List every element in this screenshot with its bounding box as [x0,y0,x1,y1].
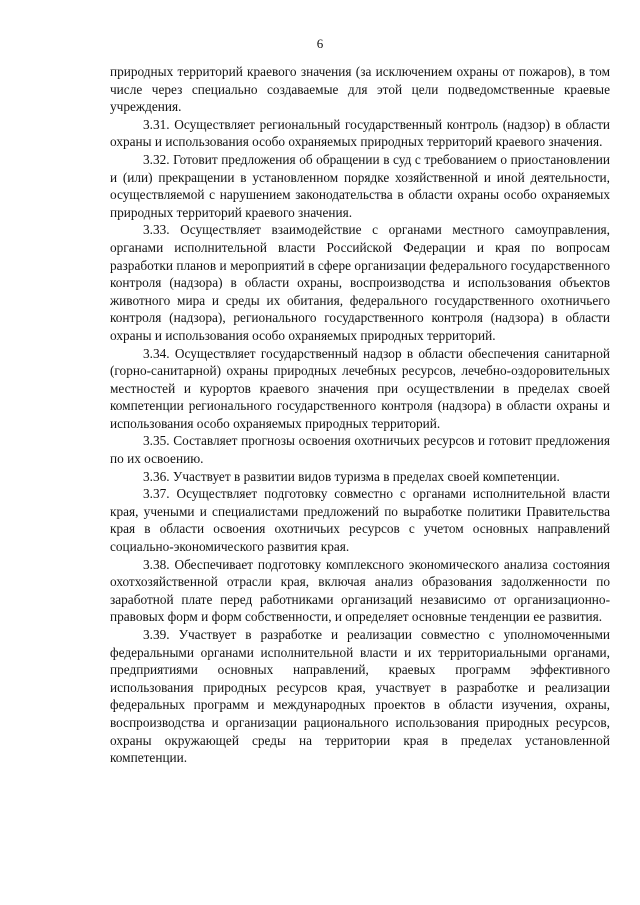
paragraph-3-33: 3.33. Осуществляет взаимодействие с органами местного самоуправления, органами исполнительной власти Российской Федерации и края по вопросам разработки планов и мероприятий в сфере организации федерального государственного контроля (надзора) в области охраны, воспроизводства и использования объектов животного мира и среды их обитания, федерального государственного охотничьего контроля (надзора), регионального государственного контроля (надзора) в области охраны и использования особо охраняемых природных территорий. [110,222,610,343]
page-number: 6 [316,36,324,51]
paragraph-3-35: 3.35. Составляет прогнозы освоения охотничьих ресурсов и готовит предложения по их освоению. [110,433,610,467]
paragraph-3-34: 3.34. Осуществляет государственный надзор в области обеспечения санитарной (горно-санитарной) охраны природных лечебных ресурсов, лечебно-оздоровительных местностей и курортов краевого значения при осуществлении в пределах своей компетенции регионального государственного контроля (надзора) в области охраны и использования особо охраняемых природных территорий. [110,345,610,431]
paragraph-3-39: 3.39. Участвует в разработке и реализации совместно с уполномоченными федеральными органами исполнительной власти и их территориальными органами, предприятиями основных направлений, краевых программ эффективного использования природных ресурсов края, участвует в разработке и реализации федеральных программ и международных проектов в области изучения, охраны, воспроизводства и организации рационального использования природных ресурсов, охраны окружающей среды на территории края в пределах установленной компетенции. [110,627,610,766]
paragraph-3-37: 3.37. Осуществляет подготовку совместно с органами исполнительной власти края, учеными и специалистами предложений по выработке политики Правительства края в области освоения охотничьих ресурсов с учетом основных направлений социально-экономического развития края. [110,486,610,555]
paragraph-3-32: 3.32. Готовит предложения об обращении в суд с требованием о приостановлении и (или) прекращении в установленном порядке хозяйственной и иной деятельности, осуществляемой с нарушением законодательства в области охраны особо охраняемых природных территорий краевого значения. [110,151,610,220]
paragraph-continuation: природных территорий краевого значения (за исключением охраны от пожаров), в том числе через специально создаваемые для этой цели подведомственные краевые учреждения. [110,64,610,115]
document-body [110,63,610,767]
paragraph-3-38: 3.38. Обеспечивает подготовку комплексного экономического анализа состояния охотхозяйственной отрасли края, включая анализ образования задолженности по заработной плате перед работниками организаций независимо от организационно-правовых форм и форм собственности, и определяет основные тенденции ее развития. [110,556,610,625]
paragraph-3-31: 3.31. Осуществляет региональный государственный контроль (надзор) в области охраны и использования особо охраняемых природных территорий краевого значения. [110,116,610,150]
paragraph-3-36: 3.36. Участвует в развитии видов туризма в пределах своей компетенции. [143,468,560,484]
